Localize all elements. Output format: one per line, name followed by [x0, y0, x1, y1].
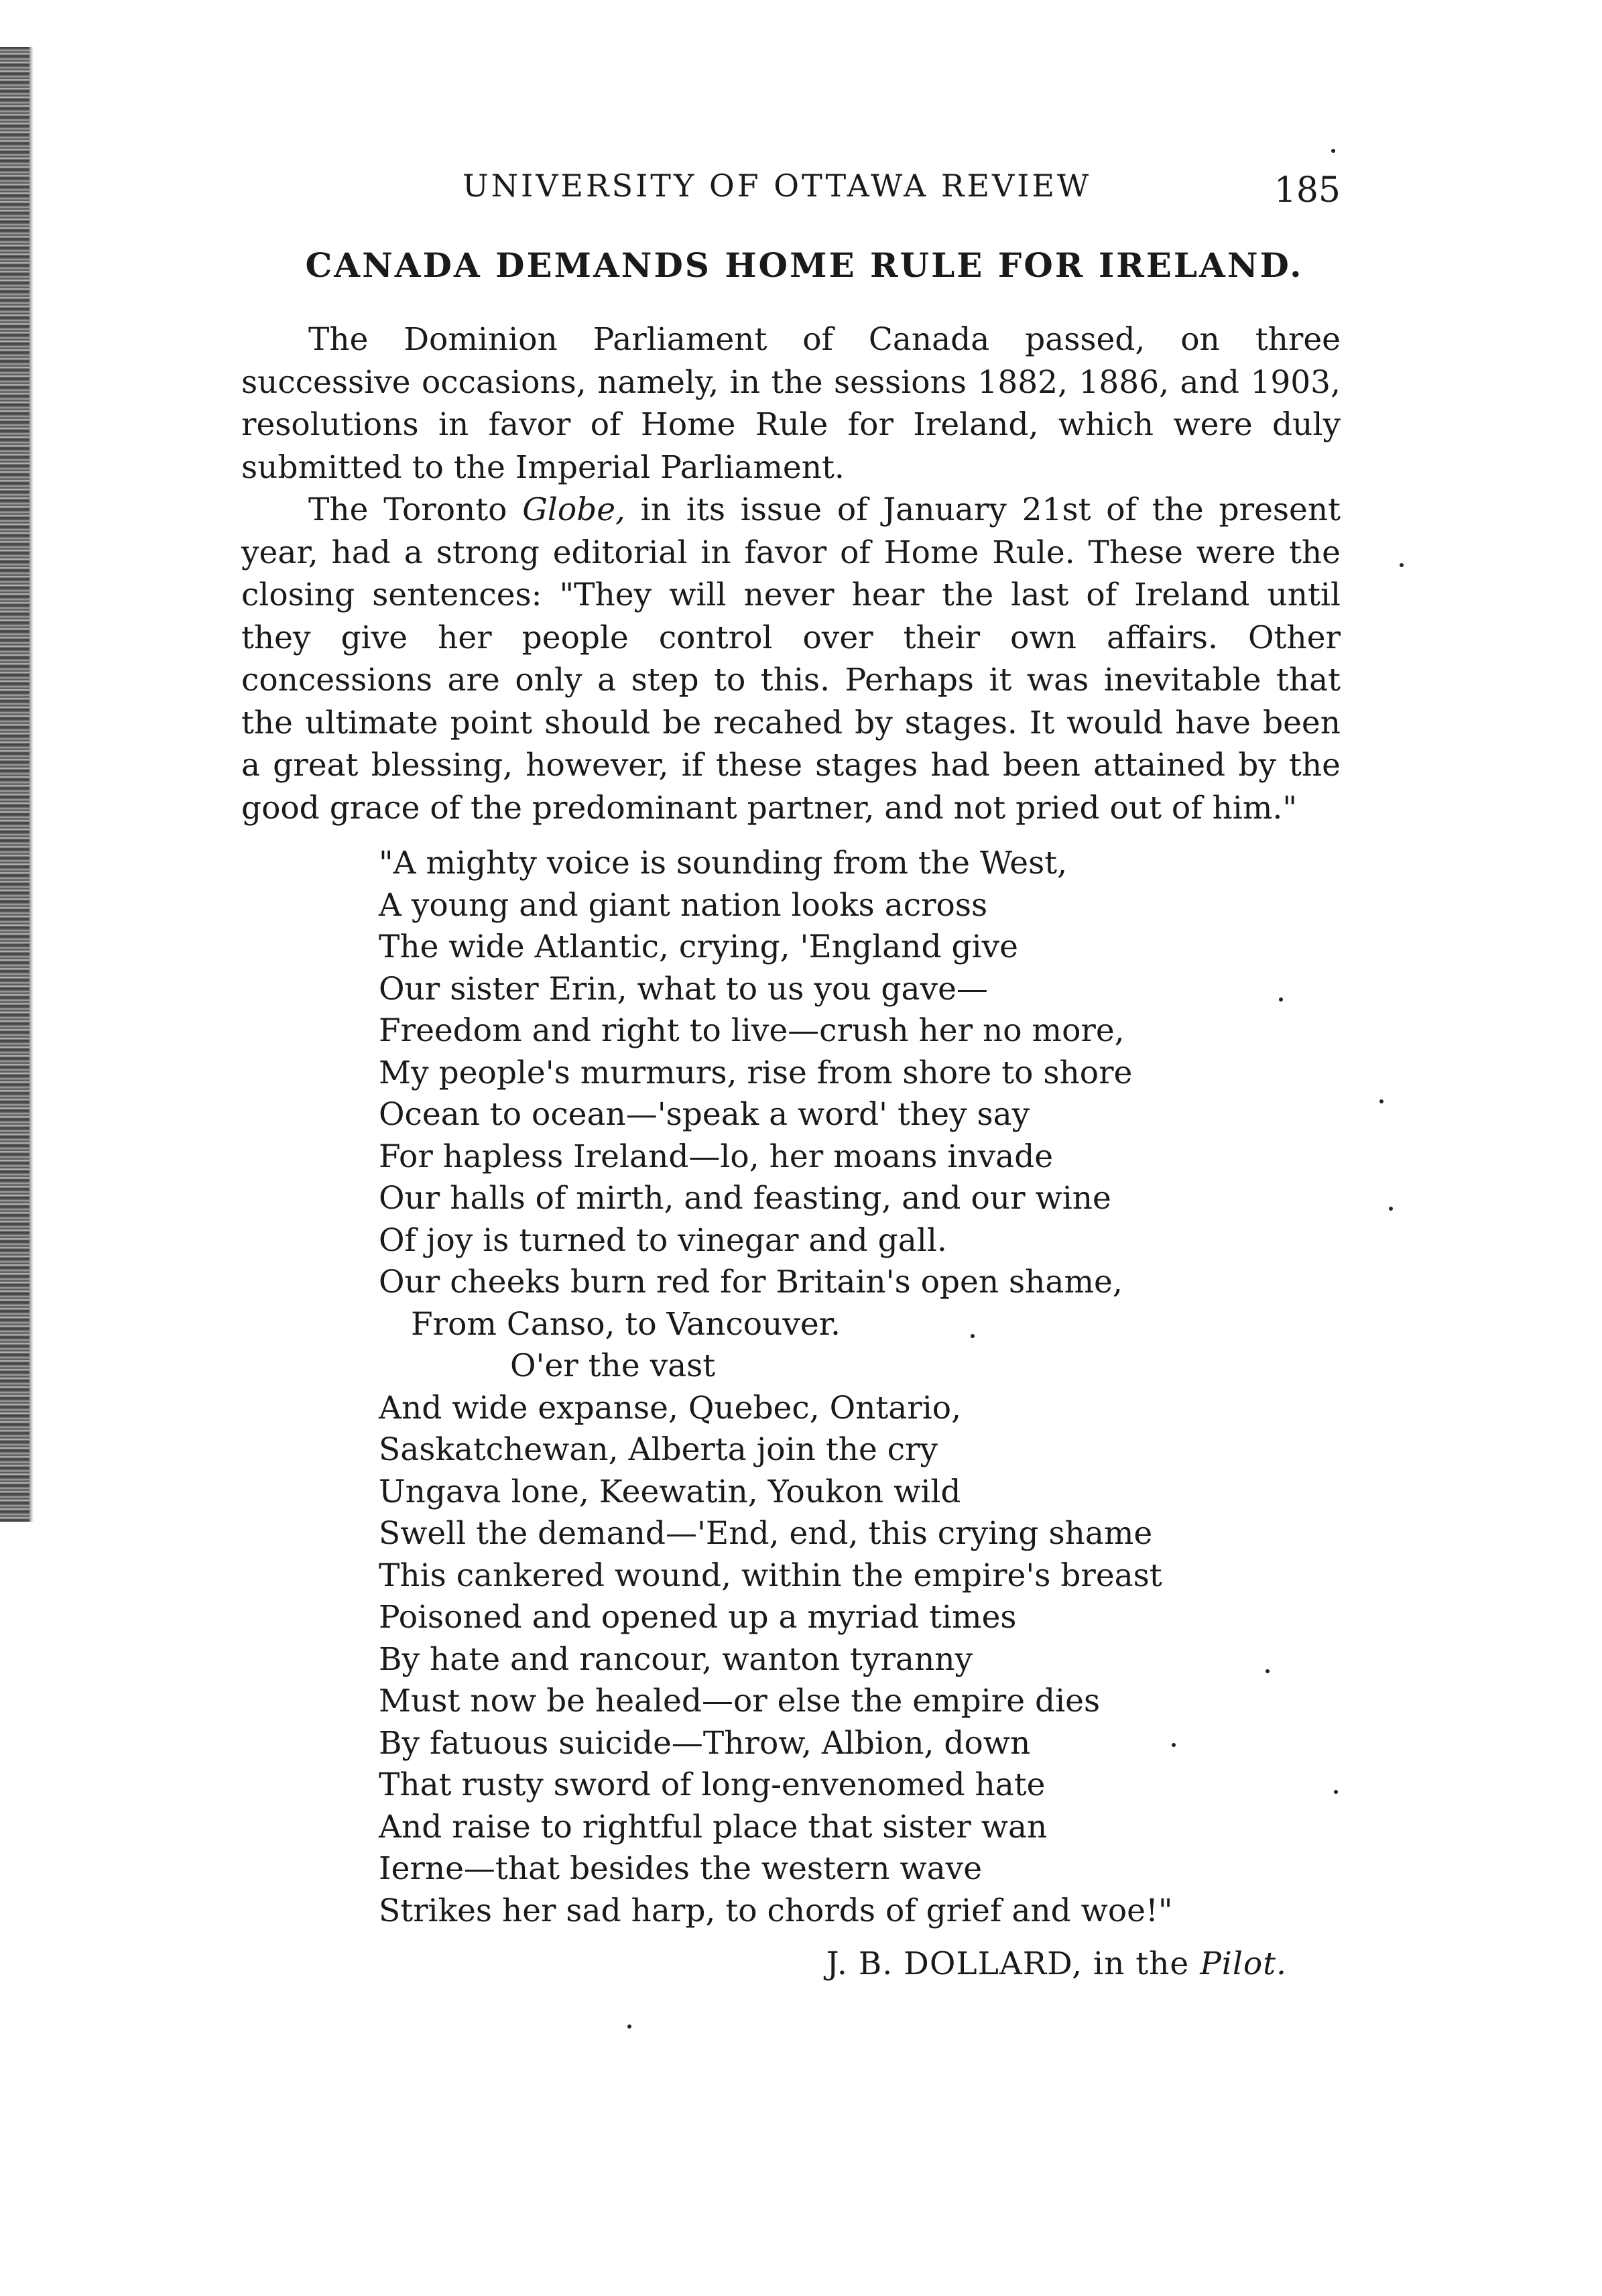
poem-line: Ungava lone, Keewatin, Youkon wild: [379, 1473, 961, 1510]
print-speck: [1331, 149, 1335, 153]
signature-publication: Pilot.: [1200, 1945, 1287, 1982]
poem-line: Our cheeks burn red for Britain's open shame,: [379, 1264, 1123, 1301]
poem-line: And raise to rightful place that sister wan: [379, 1808, 1048, 1846]
poem-line: Must now be healed—or else the empire dies: [379, 1683, 1101, 1719]
poem-line: O'er the vast: [510, 1347, 716, 1384]
poem-line: Our sister Erin, what to us you gave—: [379, 970, 988, 1008]
print-speck: [1389, 1207, 1393, 1211]
newspaper-name: Globe,: [522, 491, 625, 528]
page-number: 185: [1274, 170, 1341, 210]
print-speck: [971, 1334, 975, 1338]
poem-line: Saskatchewan, Alberta join the cry: [379, 1431, 938, 1468]
article-body: [241, 318, 1341, 829]
poem-line: This cankered wound, within the empire's breast: [379, 1557, 1162, 1594]
signature: [241, 1945, 1341, 1982]
paragraph: [241, 318, 1341, 489]
poem-line: A young and giant nation looks across: [379, 886, 988, 924]
signature-author: J. B. DOLLARD, in the: [826, 1945, 1200, 1982]
page: [241, 161, 1341, 1982]
poem-line: My people's murmurs, rise from shore to shore: [379, 1054, 1133, 1091]
article-title: CANADA DEMANDS HOME RULE FOR IRELAND.: [305, 245, 1304, 285]
poem-line: By fatuous suicide—Throw, Albion, down: [379, 1724, 1031, 1762]
print-speck: [1279, 998, 1283, 1002]
poem-line: Swell the demand—'End, end, this crying shame: [379, 1515, 1153, 1552]
paragraph-text: The Toronto: [308, 491, 523, 528]
poem-line: Ierne—that besides the western wave: [379, 1850, 983, 1887]
poem-line: Ocean to ocean—'speak a word' they say: [379, 1096, 1030, 1133]
poem-line: And wide expanse, Quebec, Ontario,: [379, 1389, 962, 1427]
poem: [379, 843, 1341, 1932]
poem-line: For hapless Ireland—lo, her moans invade: [379, 1138, 1054, 1175]
print-speck: [1400, 563, 1404, 567]
poem-line: The wide Atlantic, crying, 'England give: [379, 928, 1018, 965]
poem-line: Strikes her sad harp, to chords of grief and woe!": [379, 1892, 1173, 1929]
print-speck: [1172, 1743, 1176, 1747]
paragraph-text: The Dominion Parliament of Canada passed, on three successive occasions, namely, in the sessions 1882, 1886, and 1903, resolutions in favor of Home Rule for Ireland, which were duly submitted to the Imperial Parliament.: [241, 321, 1341, 486]
poem-line: Our halls of mirth, and feasting, and our wine: [379, 1180, 1111, 1217]
poem-line: From Canso, to Vancouver.: [411, 1305, 841, 1343]
print-speck: [1379, 1099, 1383, 1103]
print-speck: [1334, 1790, 1338, 1794]
book-binding-edge: [0, 47, 29, 1522]
page-header: [241, 161, 1341, 221]
poem-line: "A mighty voice is sounding from the West,: [379, 845, 1068, 882]
poem-line: Freedom and right to live—crush her no more,: [379, 1012, 1125, 1049]
paragraph-text: in its issue of January 21st of the present year, had a strong editorial in favor of Home Rule. These were the closing sentences: "They will never hear the last of Ireland until they give her people control over their own affairs. Other concessions are only a step to this. Perhaps it was inevitable that the ultimate point should be recahed by stages. It would have been a great blessing, however, if these stages had been attained by the good grace of the predominant partner, and not pried out of him.": [241, 491, 1341, 827]
print-speck: [627, 2025, 631, 2029]
poem-line: By hate and rancour, wanton tyranny: [379, 1640, 973, 1678]
poem-line: Poisoned and opened up a myriad times: [379, 1599, 1017, 1636]
running-title: UNIVERSITY OF OTTAWA REVIEW: [463, 168, 1092, 204]
paragraph: [241, 489, 1341, 829]
poem-line: Of joy is turned to vinegar and gall.: [379, 1221, 947, 1259]
print-speck: [1266, 1669, 1270, 1673]
poem-line: That rusty sword of long-envenomed hate: [379, 1766, 1046, 1803]
